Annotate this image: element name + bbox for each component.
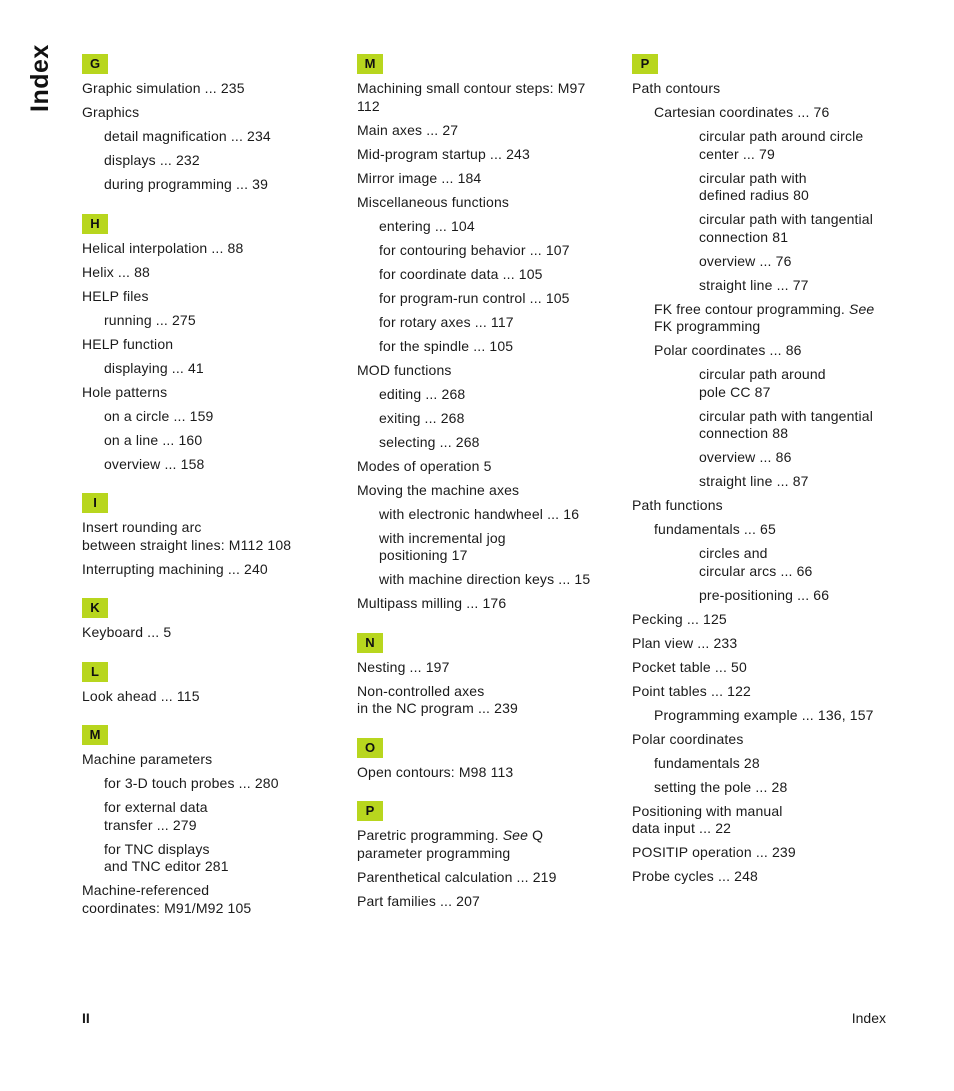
index-entry bbox=[379, 434, 617, 452]
index-entry bbox=[632, 683, 892, 701]
index-entry bbox=[104, 432, 342, 450]
index-entry-line: fundamentals 28 bbox=[654, 754, 760, 771]
index-entry-line: during programming ... 39 bbox=[104, 176, 269, 192]
index-section bbox=[357, 633, 617, 718]
index-entry bbox=[632, 635, 892, 653]
index-entry bbox=[654, 755, 892, 773]
index-entry-line: on a circle ... 159 bbox=[104, 407, 214, 424]
index-entry-line: straight line ... 87 bbox=[699, 473, 809, 489]
section-letter-badge: L bbox=[82, 662, 108, 682]
index-entry bbox=[654, 707, 892, 725]
index-section bbox=[82, 598, 342, 642]
index-entry-line: circles and bbox=[699, 545, 768, 561]
index-entry-line: exiting ... 268 bbox=[379, 409, 465, 426]
index-entry bbox=[699, 211, 892, 246]
index-entry bbox=[632, 844, 892, 862]
index-entry-line: for program-run control ... 105 bbox=[379, 289, 570, 306]
index-entry bbox=[699, 587, 892, 605]
index-entry bbox=[379, 506, 617, 524]
index-entry-line: Positioning with manual bbox=[632, 802, 783, 819]
index-entry-line: overview ... 76 bbox=[699, 252, 792, 269]
section-letter-badge: I bbox=[82, 493, 108, 513]
index-entry-line: circular path with bbox=[699, 169, 807, 186]
index-entry bbox=[357, 764, 617, 782]
index-entry-line: Main axes ... 27 bbox=[357, 121, 459, 138]
index-entry bbox=[82, 519, 342, 554]
index-entry bbox=[104, 360, 342, 378]
index-entry bbox=[699, 408, 892, 443]
index-entry bbox=[104, 152, 342, 170]
index-entry bbox=[654, 104, 892, 122]
index-entry bbox=[82, 624, 342, 642]
index-entry-line: Helix ... 88 bbox=[82, 263, 150, 280]
index-entry bbox=[357, 122, 617, 140]
index-entry bbox=[632, 497, 892, 515]
index-entry bbox=[357, 683, 617, 718]
index-entry-line: for TNC displays bbox=[104, 840, 210, 857]
index-entry-line: Machine-referenced bbox=[82, 882, 210, 898]
index-column-1 bbox=[82, 54, 342, 937]
index-entry-line: on a line ... 160 bbox=[104, 431, 203, 448]
index-entry bbox=[654, 301, 892, 336]
index-entry-line: in the NC program ... 239 bbox=[357, 700, 518, 716]
index-section bbox=[82, 54, 342, 194]
index-entry bbox=[357, 659, 617, 677]
index-entry-line: Polar coordinates ... 86 bbox=[654, 342, 802, 358]
index-entry bbox=[82, 882, 342, 917]
index-entry bbox=[379, 571, 617, 589]
index-entry bbox=[632, 731, 892, 749]
index-entry bbox=[379, 410, 617, 428]
index-entry-line: coordinates: M91/M92 105 bbox=[82, 899, 252, 916]
index-entry-line: displays ... 232 bbox=[104, 152, 200, 168]
index-entry-line: Open contours: M98 113 bbox=[357, 763, 514, 780]
index-entry-line: FK programming bbox=[654, 318, 761, 334]
index-entry-line: Paretric programming. See Q bbox=[357, 827, 544, 843]
index-entry-line: Point tables ... 122 bbox=[632, 682, 751, 699]
index-section bbox=[82, 725, 342, 917]
index-entry-line: circular arcs ... 66 bbox=[699, 562, 813, 579]
index-entry bbox=[379, 290, 617, 308]
index-entry-line: for the spindle ... 105 bbox=[379, 337, 514, 354]
index-entry bbox=[357, 595, 617, 613]
index-entry-line: selecting ... 268 bbox=[379, 433, 480, 450]
index-entry bbox=[379, 266, 617, 284]
index-section bbox=[82, 662, 342, 706]
index-entry-line: for coordinate data ... 105 bbox=[379, 265, 543, 282]
index-entry bbox=[654, 521, 892, 539]
index-entry bbox=[357, 170, 617, 188]
index-entry-line: Parenthetical calculation ... 219 bbox=[357, 868, 557, 885]
index-entry bbox=[82, 384, 342, 402]
index-entry bbox=[699, 545, 892, 580]
index-entry bbox=[82, 751, 342, 769]
index-entry-line: Part families ... 207 bbox=[357, 892, 480, 909]
index-entry-line: FK free contour programming. See bbox=[654, 300, 875, 317]
index-entry-line: circular path with tangential bbox=[699, 211, 873, 227]
index-entry bbox=[357, 146, 617, 164]
index-column-3 bbox=[632, 54, 892, 906]
index-entry-line: Polar coordinates bbox=[632, 730, 744, 747]
index-entry bbox=[654, 342, 892, 360]
index-entry bbox=[632, 80, 892, 98]
index-entry-line: Moving the machine axes bbox=[357, 481, 520, 498]
index-entry-line: Pecking ... 125 bbox=[632, 610, 727, 627]
index-entry-line: connection 88 bbox=[699, 425, 789, 441]
index-entry-line: 112 bbox=[357, 97, 380, 114]
footer-section-title: Index bbox=[851, 1010, 886, 1026]
index-entry-line: Modes of operation 5 bbox=[357, 457, 492, 474]
index-section bbox=[82, 493, 342, 578]
index-entry bbox=[104, 128, 342, 146]
section-letter-badge: P bbox=[357, 801, 383, 821]
index-entry-line: pole CC 87 bbox=[699, 383, 771, 400]
index-entry-line: data input ... 22 bbox=[632, 820, 732, 836]
index-entry bbox=[82, 688, 342, 706]
index-entry-line: entering ... 104 bbox=[379, 217, 475, 234]
page-number: II bbox=[82, 1010, 90, 1026]
index-entry-line: Look ahead ... 115 bbox=[82, 687, 200, 704]
index-entry-line: with machine direction keys ... 15 bbox=[379, 571, 591, 587]
index-entry-line: fundamentals ... 65 bbox=[654, 521, 776, 537]
index-entry bbox=[379, 386, 617, 404]
index-entry-line: Plan view ... 233 bbox=[632, 634, 738, 651]
section-letter-badge: G bbox=[82, 54, 108, 74]
index-section bbox=[357, 801, 617, 910]
index-entry-line: Cartesian coordinates ... 76 bbox=[654, 104, 830, 120]
section-letter-badge: M bbox=[357, 54, 383, 74]
index-entry bbox=[699, 128, 892, 163]
index-entry bbox=[82, 288, 342, 306]
index-entry bbox=[357, 362, 617, 380]
section-letter-badge: M bbox=[82, 725, 108, 745]
index-entry-line: for external data bbox=[104, 799, 208, 815]
section-letter-badge: H bbox=[82, 214, 108, 234]
index-entry-line: Programming example ... 136, 157 bbox=[654, 706, 874, 723]
index-entry-line: for rotary axes ... 117 bbox=[379, 313, 514, 330]
index-entry-line: Interrupting machining ... 240 bbox=[82, 560, 268, 577]
index-entry-line: connection 81 bbox=[699, 228, 789, 245]
index-entry bbox=[357, 458, 617, 476]
index-entry bbox=[82, 264, 342, 282]
index-section bbox=[82, 214, 342, 474]
index-entry bbox=[104, 176, 342, 194]
section-letter-badge: P bbox=[632, 54, 658, 74]
index-entry-line: circular path around bbox=[699, 366, 826, 382]
index-entry-line: running ... 275 bbox=[104, 311, 196, 328]
index-entry bbox=[699, 253, 892, 271]
index-entry-line: transfer ... 279 bbox=[104, 816, 197, 833]
index-entry-line: Nesting ... 197 bbox=[357, 658, 450, 675]
index-entry-line: center ... 79 bbox=[699, 145, 775, 162]
index-entry-line: between straight lines: M112 108 bbox=[82, 536, 292, 553]
index-entry-line: HELP files bbox=[82, 287, 149, 304]
index-entry bbox=[379, 338, 617, 356]
index-entry-line: pre-positioning ... 66 bbox=[699, 586, 830, 603]
index-entry-line: Probe cycles ... 248 bbox=[632, 868, 758, 884]
index-entry bbox=[379, 530, 617, 565]
index-entry-line: Pocket table ... 50 bbox=[632, 658, 747, 675]
index-section bbox=[357, 738, 617, 782]
index-entry bbox=[104, 775, 342, 793]
index-entry bbox=[82, 104, 342, 122]
index-entry bbox=[699, 449, 892, 467]
index-entry bbox=[632, 659, 892, 677]
index-entry bbox=[104, 456, 342, 474]
index-entry bbox=[699, 277, 892, 295]
index-entry-line: positioning 17 bbox=[379, 547, 468, 563]
index-entry-line: for 3-D touch probes ... 280 bbox=[104, 775, 279, 791]
index-section bbox=[632, 54, 892, 886]
index-entry bbox=[699, 473, 892, 491]
index-entry-line: for contouring behavior ... 107 bbox=[379, 241, 570, 258]
side-title bbox=[26, 44, 56, 112]
index-entry-line: Insert rounding arc bbox=[82, 519, 202, 535]
index-entry bbox=[654, 779, 892, 797]
index-entry-line: Graphics bbox=[82, 104, 140, 120]
index-entry-line: Path contours bbox=[632, 80, 721, 96]
index-entry-line: straight line ... 77 bbox=[699, 276, 809, 293]
index-entry-line: circular path around circle bbox=[699, 128, 864, 144]
index-entry bbox=[104, 799, 342, 834]
index-entry bbox=[632, 868, 892, 886]
index-entry bbox=[379, 242, 617, 260]
index-entry bbox=[82, 561, 342, 579]
index-entry-line: Multipass milling ... 176 bbox=[357, 595, 507, 611]
index-entry-line: defined radius 80 bbox=[699, 187, 809, 203]
index-entry-line: Helical interpolation ... 88 bbox=[82, 239, 244, 256]
index-entry-line: with electronic handwheel ... 16 bbox=[379, 505, 580, 522]
index-entry bbox=[82, 80, 342, 98]
index-entry-line: setting the pole ... 28 bbox=[654, 778, 788, 795]
index-entry-line: overview ... 86 bbox=[699, 449, 792, 465]
index-entry-line: Machine parameters bbox=[82, 751, 213, 767]
section-letter-badge: N bbox=[357, 633, 383, 653]
index-entry-line: Miscellaneous functions bbox=[357, 193, 510, 210]
index-entry-line: circular path with tangential bbox=[699, 407, 873, 424]
index-entry bbox=[357, 194, 617, 212]
index-entry bbox=[82, 240, 342, 258]
index-entry-line: Non-controlled axes bbox=[357, 682, 485, 699]
index-entry-line: and TNC editor 281 bbox=[104, 858, 229, 874]
index-entry-line: Mirror image ... 184 bbox=[357, 169, 482, 186]
index-entry-line: MOD functions bbox=[357, 361, 452, 378]
index-column-2 bbox=[357, 54, 617, 930]
index-entry bbox=[699, 366, 892, 401]
index-entry bbox=[379, 314, 617, 332]
index-entry-line: editing ... 268 bbox=[379, 385, 466, 402]
index-entry-line: Graphic simulation ... 235 bbox=[82, 80, 245, 96]
section-letter-badge: O bbox=[357, 738, 383, 758]
index-entry-line: with incremental jog bbox=[379, 529, 506, 546]
index-entry bbox=[357, 80, 617, 115]
index-entry-line: Hole patterns bbox=[82, 383, 168, 400]
index-entry-line: Mid-program startup ... 243 bbox=[357, 145, 530, 162]
index-entry bbox=[104, 841, 342, 876]
index-entry-line: Keyboard ... 5 bbox=[82, 624, 172, 640]
index-entry bbox=[699, 170, 892, 205]
index-entry-line: POSITIP operation ... 239 bbox=[632, 844, 796, 860]
side-title-text: Index bbox=[26, 44, 54, 112]
index-entry-line: displaying ... 41 bbox=[104, 359, 204, 376]
section-letter-badge: K bbox=[82, 598, 108, 618]
index-entry bbox=[357, 893, 617, 911]
index-entry-line: parameter programming bbox=[357, 844, 511, 861]
index-entry-line: Machining small contour steps: M97 bbox=[357, 80, 586, 96]
index-entry-line: detail magnification ... 234 bbox=[104, 128, 271, 144]
index-section bbox=[357, 54, 617, 613]
index-entry-line: Path functions bbox=[632, 497, 723, 513]
index-entry bbox=[104, 408, 342, 426]
index-entry bbox=[357, 827, 617, 862]
index-entry bbox=[632, 611, 892, 629]
index-entry bbox=[82, 336, 342, 354]
index-entry bbox=[632, 803, 892, 838]
index-entry bbox=[379, 218, 617, 236]
index-entry-line: overview ... 158 bbox=[104, 455, 205, 472]
index-entry-line: HELP function bbox=[82, 335, 174, 352]
index-entry bbox=[357, 482, 617, 500]
index-entry bbox=[357, 869, 617, 887]
index-entry bbox=[104, 312, 342, 330]
